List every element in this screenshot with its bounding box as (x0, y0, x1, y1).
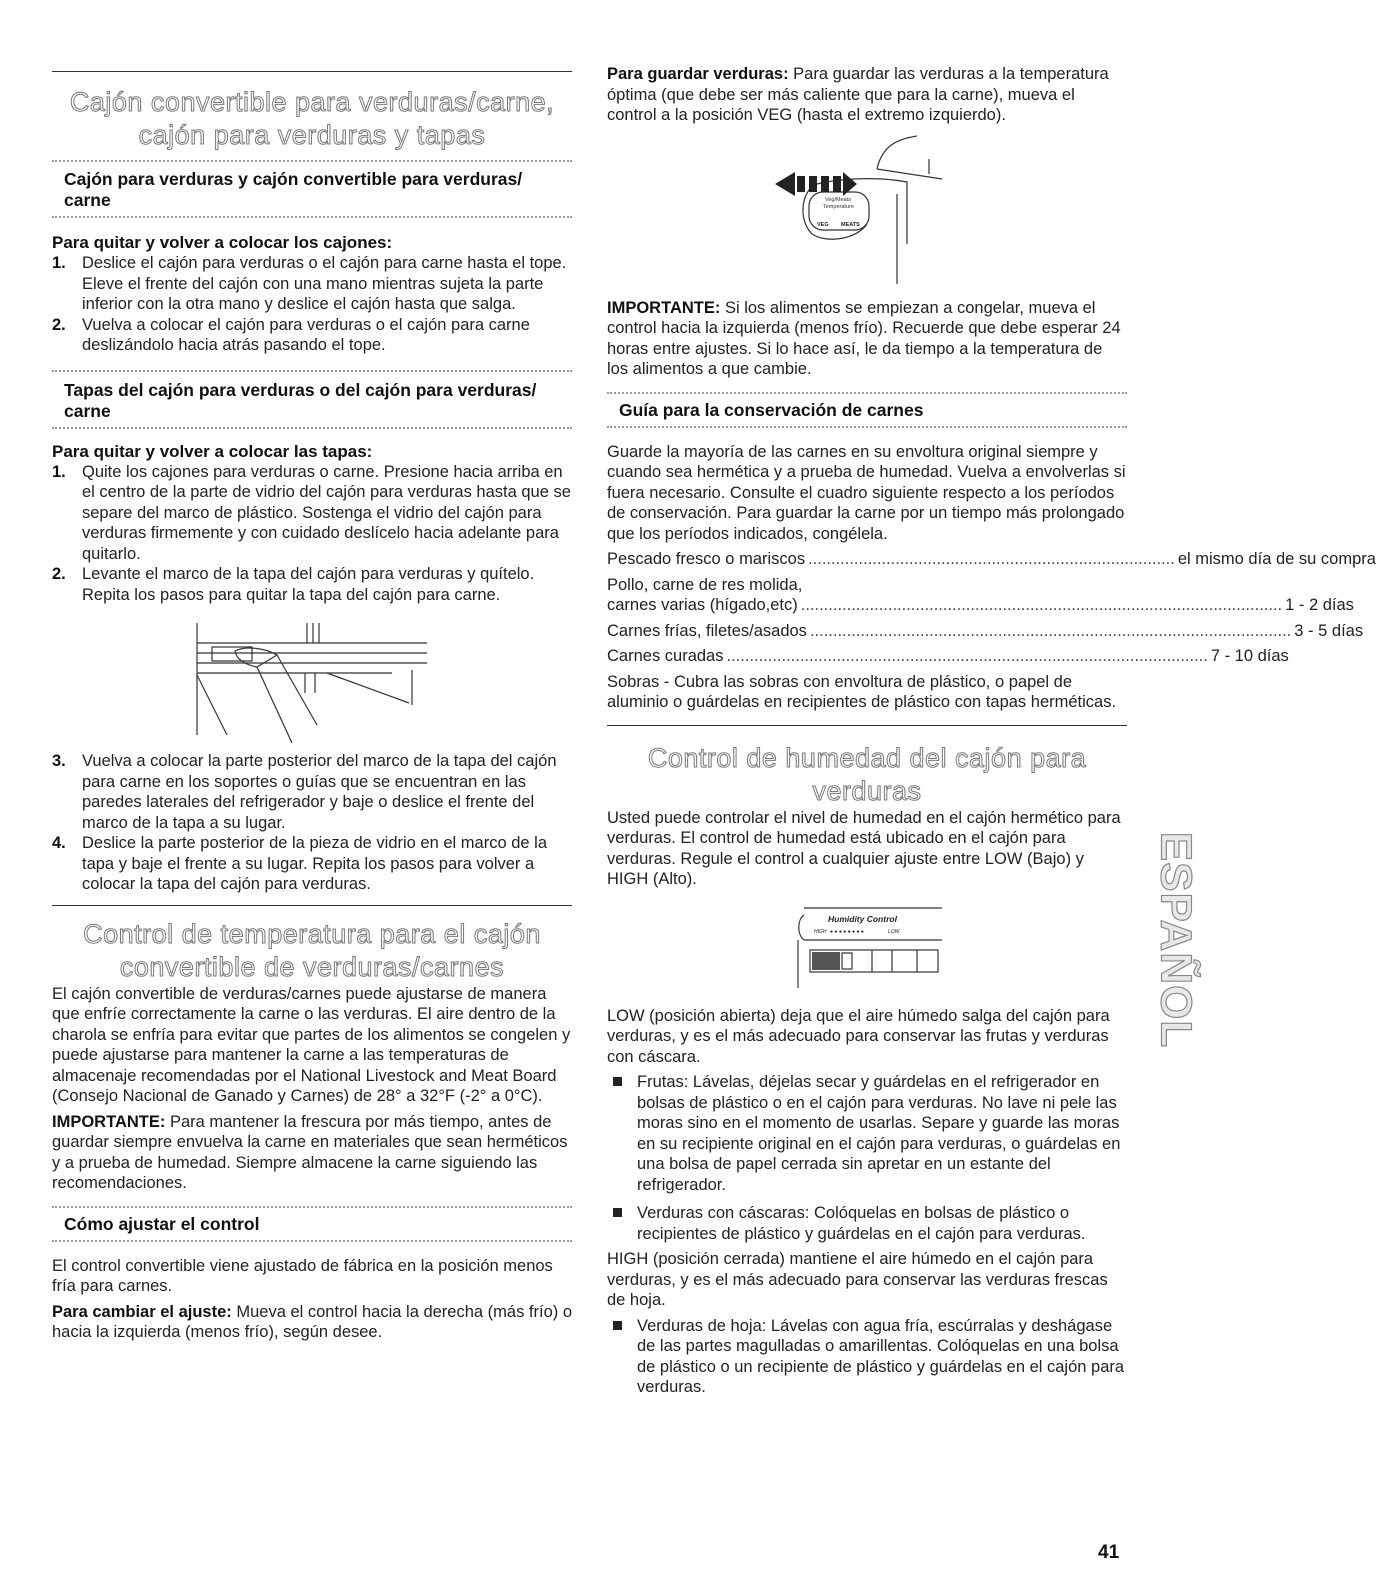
humidity-high-label: HIGH (814, 928, 827, 935)
table-value: 3 - 5 días (1294, 621, 1364, 640)
section-title-line: Cajón convertible para verduras/carne, (69, 87, 555, 117)
table-label: carnes varias (hígado,etc) (607, 596, 798, 614)
section-title-temp-control (52, 918, 572, 984)
paragraph-high-setting: HIGH (posición cerrada) mantiene el aire húmedo en el cajón para verduras, y es el más adecuado para conservar las verduras frescas de hoja. (607, 1250, 1108, 1309)
humidity-dots: ● ● ● ● ● ● ● ● (830, 928, 864, 935)
step-text: Vuelva a colocar el cajón para verduras o el cajón para carne deslizándolo hacia atrás pasando el tope. (82, 315, 530, 354)
crisper-cover-illustration (187, 615, 437, 745)
steps-covers-continued (52, 751, 572, 895)
step-number: 1. (52, 254, 66, 272)
humidity-control-illustration (792, 900, 942, 990)
list-item (607, 1203, 1127, 1244)
section-title-drawers (52, 86, 572, 152)
step-number: 2. (52, 315, 66, 334)
dial-veg-label: VEG (817, 221, 829, 228)
paragraph-important (52, 1112, 572, 1194)
language-side-tab (1148, 810, 1201, 1070)
important-label: IMPORTANTE: (607, 298, 721, 317)
side-tab-label: ESPAÑOL (1151, 831, 1201, 1049)
table-row (607, 549, 1376, 570)
paragraph-control-default: El control convertible viene ajustado de fábrica en la posición menos fría para carnes. (52, 1256, 553, 1295)
paragraph-change-setting (52, 1302, 572, 1343)
minor-heading-covers: Para quitar y volver a colocar las tapas: (52, 441, 373, 461)
step-item (52, 564, 572, 605)
paragraph-humidity: Usted puede controlar el nivel de humedad en el cajón hermético para verduras. El control de humedad está ubicado en el cajón para verduras. Regule el control a cualquier ajuste entre LOW (Bajo) y HIGH (Alto). (607, 808, 1121, 888)
paragraph-leftovers: Sobras - Cubra las sobras con envoltura de plástico, o papel de aluminio o guárdelas en recipientes de plástico con tapas herméticas. (607, 672, 1117, 711)
important-text: Para mantener la frescura por más tiempo, antes de guardar siempre envuelva la carne en materiales que sean herméticos y a prueba de humedad. Siempre almacene la carne siguiendo las recomendaciones. (52, 1112, 568, 1192)
change-label: Para cambiar el ajuste: (52, 1302, 232, 1321)
paragraph-meat-guide: Guarde la mayoría de las carnes en su envoltura original siempre y cuando sea hermética y a prueba de humedad. Vuelva a envolverlas si fuera necesario. Consulte el cuadro siguiente respecto a los períodos de conservación. Para guardar la carne por un tiempo más prolongado que los períodos indicados, congélela. (607, 442, 1126, 543)
bullet-square (613, 1208, 622, 1217)
paragraph-temp-control: El cajón convertible de verduras/carnes puede ajustarse de manera que enfríe correctamente la carne o las verduras. El aire dentro de la charola se enfría para evitar que partes de los alimentos se congelen y puede ajustarse para mantener la carne a las temperaturas de almacenaje recomendadas por el National Livestock and Meat Board (Consejo Nacional de Ganado y Carnes) de 28° a 32°F (-2° a 0°C). (52, 984, 571, 1105)
dial-label-temperature: Temperature (823, 203, 854, 210)
leader-dots: ................................................................................ (808, 550, 1175, 568)
bullet-text: Verduras de hoja: Lávelas con agua fría, escúrralas y deshágase de las partes magulladas o amarillentas. Colóquelas en una bolsa de plástico o un recipiente de plástico y guárdelas en el cajón para verduras. (637, 1316, 1125, 1396)
bullet-text: Verduras con cáscaras: Colóquelas en bolsas de plástico o recipientes de plástico y guárdelas en el cajón para verduras. (637, 1204, 1086, 1243)
subheading-crisper-drawers (52, 169, 572, 211)
leader-dots: ......................................................................................................... (809, 621, 1292, 640)
important-text: Si los alimentos se empiezan a congelar, mueva el control hacia la izquierda (menos frío). Recuerde que debe esperar 24 horas entre ajustes. Si lo hace así, le da tiempo a la temperatura de los alimentos a que cambie. (607, 298, 1121, 378)
dial-meats-label: MEATS (841, 221, 860, 228)
section-title-line: verduras (812, 775, 922, 806)
step-text: Vuelva a colocar la parte posterior del marco de la tapa del cajón para carne en los soportes o guías que se encuentran en las paredes laterales del refrigerador y baje o deslice el frente del marco de la tapa a su lugar. (82, 752, 557, 832)
section-title-line: Control de humedad del cajón para (647, 742, 1087, 773)
table-label: Pescado fresco o mariscos (607, 550, 806, 568)
subheading-line: carne (64, 190, 111, 210)
humidity-control-label: Humidity Control (828, 913, 897, 924)
step-item (52, 315, 572, 356)
bullets-low (607, 1072, 1127, 1244)
subheading-adjust-control: Cómo ajustar el control (64, 1213, 260, 1234)
left-column (52, 0, 572, 1343)
table-row (607, 595, 1354, 616)
step-number: 2. (52, 565, 66, 583)
step-text: Deslice el cajón para verduras o el cajón para carne hasta el tope. Eleve el frente del cajón con una mano mientras sujeta la parte inferior con la otra mano y deslice el cajón hasta que salga. (82, 254, 567, 313)
minor-heading-drawers: Para quitar y volver a colocar los cajones: (52, 233, 393, 252)
subheading-meat-guide: Guía para la conservación de carnes (619, 399, 924, 420)
dial-label-veg-meats: Veg/Meats (825, 196, 851, 203)
list-item (607, 1072, 1127, 1195)
subheading-crisper-covers (52, 380, 572, 422)
steps-drawers (52, 253, 572, 356)
table-label: Pollo, carne de res molida, (607, 575, 803, 594)
paragraph-low-setting: LOW (posición abierta) deja que el aire húmedo salga del cajón para verduras, y es el más adecuado para conservar las frutas y verduras con cáscara. (607, 1006, 1110, 1066)
step-item (52, 462, 572, 565)
section-title-humidity (607, 742, 1127, 808)
table-label: Carnes curadas (607, 647, 724, 665)
meat-storage-table (607, 549, 1376, 667)
step-number: 1. (52, 462, 66, 481)
step-text: Levante el marco de la tapa del cajón para verduras y quítelo. Repita los pasos para quitar la tapa del cajón para carne. (82, 565, 535, 604)
section-title-line: cajón para verduras y tapas (138, 120, 486, 150)
step-item (52, 253, 572, 315)
table-value: el mismo día de su compra (1177, 550, 1376, 568)
page-number: 41 (1098, 1542, 1120, 1563)
section-title-line: Control de temperatura para el cajón (83, 918, 541, 949)
leader-dots: ......................................................................................................... (726, 647, 1208, 665)
bullet-square (613, 1321, 622, 1330)
bullet-square (613, 1077, 622, 1086)
section-title-line: convertible de verduras/carnes (119, 951, 505, 982)
important-label: IMPORTANTE: (52, 1112, 166, 1131)
table-value: 1 - 2 días (1285, 596, 1354, 614)
table-row (607, 621, 1364, 642)
table-label: Carnes frías, filetes/asados (607, 621, 807, 640)
veg-label: Para guardar verduras: (607, 65, 789, 83)
table-value: 7 - 10 días (1210, 647, 1289, 665)
bullet-text: Frutas: Lávelas, déjelas secar y guárdelas en el refrigerador en bolsas de plástico o en el cajón para verduras. No lave ni pele las moras sino en el momento de usarlas. Separe y guarde las moras en su recipiente original en el cajón para verduras, o guárdelas en una bolsa de papel cerrada sin apretar en un estante del refrigerador. (637, 1073, 1121, 1194)
step-item (52, 833, 572, 895)
table-row (607, 646, 1289, 667)
list-item (607, 1316, 1127, 1398)
bullets-high (607, 1316, 1127, 1398)
table-row (607, 575, 1127, 596)
paragraph-store-vegetables (607, 64, 1127, 126)
step-text: Quite los cajones para verduras o carne. Presione hacia arriba en el centro de la parte de vidrio del cajón para verduras hasta que se separe del marco de plástico. Sostenga el vidrio del cajón para verduras firmemente y con cuidado deslícelo hacia adelante para quitarlo. (82, 462, 571, 563)
subheading-line: carne (64, 400, 111, 421)
veg-text: Para guardar las verduras a la temperatura óptima (que debe ser más caliente que para la carne), mueva el control a la posición VEG (hasta el extremo izquierdo). (607, 65, 1109, 124)
step-text: Deslice la parte posterior de la pieza de vidrio en el marco de la tapa y baje el frente a su lugar. Repita los pasos para volver a colocar la tapa del cajón para verduras. (82, 834, 547, 893)
subheading-line: Tapas del cajón para verduras o del cajón para verduras/ (64, 379, 537, 400)
step-item (52, 751, 572, 833)
leader-dots: ......................................................................................................... (800, 596, 1283, 614)
temperature-dial-illustration (757, 134, 957, 284)
steps-covers (52, 462, 572, 606)
step-number: 4. (52, 834, 66, 852)
paragraph-important-right (607, 298, 1127, 380)
subheading-line: Cajón para verduras y cajón convertible para verduras/ (64, 169, 523, 189)
step-number: 3. (52, 752, 66, 770)
humidity-low-label: LOW (888, 928, 900, 935)
change-text: Mueva el control hacia la derecha (más frío) o hacia la izquierda (menos frío), según desee. (52, 1302, 573, 1341)
